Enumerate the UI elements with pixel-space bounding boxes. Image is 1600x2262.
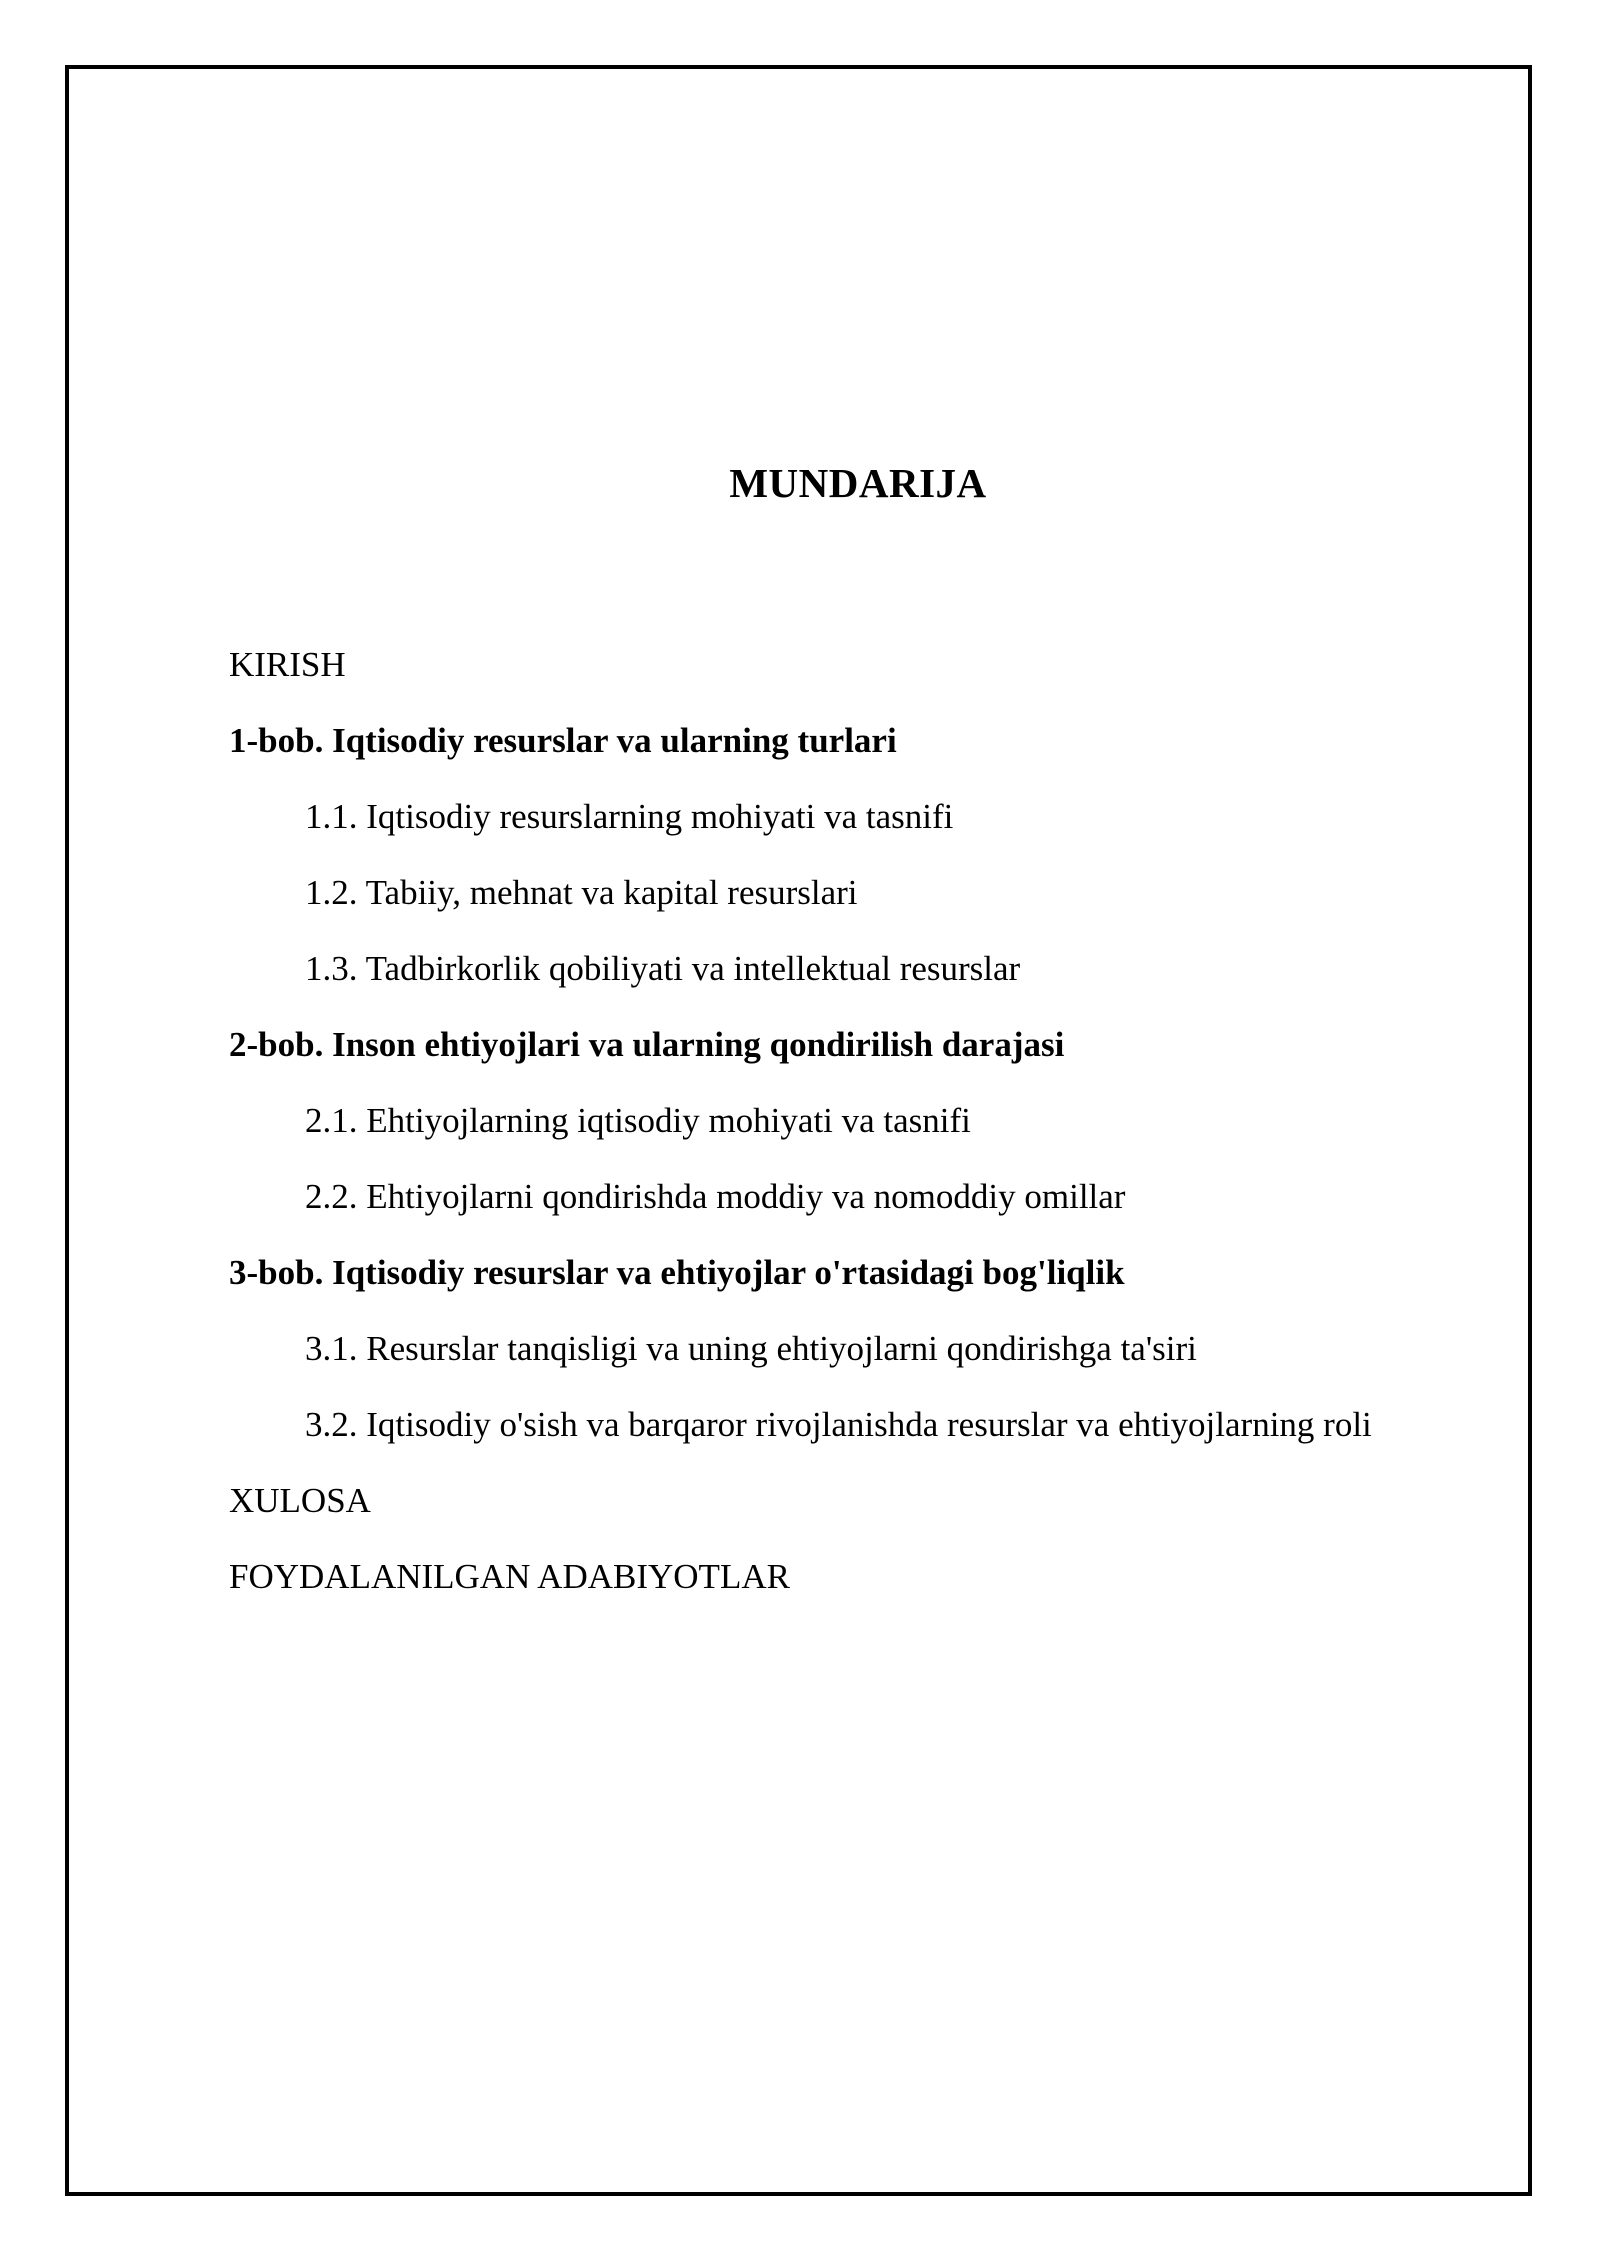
page-title: MUNDARIJA [729, 460, 987, 506]
toc-section-2-2: 2.2. Ehtiyojlarni qondirishda moddiy va nomoddiy omillar [305, 1177, 1126, 1216]
toc-entry-references: FOYDALANILGAN ADABIYOTLAR [229, 1557, 790, 1596]
toc-section-2-1: 2.1. Ehtiyojlarning iqtisodiy mohiyati va tasnifi [305, 1101, 971, 1140]
toc-section-3-2: 3.2. Iqtisodiy o'sish va barqaror rivojlanishda resurslar va ehtiyojlarning roli [305, 1405, 1372, 1444]
toc-chapter-3: 3-bob. Iqtisodiy resurslar va ehtiyojlar o'rtasidagi bog'liqlik [229, 1253, 1125, 1292]
toc-section-1-2: 1.2. Tabiiy, mehnat va kapital resurslari [305, 873, 858, 912]
toc-chapter-2: 2-bob. Inson ehtiyojlari va ularning qondirilish darajasi [229, 1025, 1065, 1064]
toc-section-3-1: 3.1. Resurslar tanqisligi va uning ehtiyojlarni qondirishga ta'siri [305, 1329, 1197, 1368]
toc-entry-kirish: KIRISH [229, 645, 346, 684]
toc-section-1-3: 1.3. Tadbirkorlik qobiliyati va intellektual resurslar [305, 949, 1021, 988]
toc-section-1-1: 1.1. Iqtisodiy resurslarning mohiyati va tasnifi [305, 797, 954, 836]
table-of-contents [229, 640, 1519, 1628]
toc-entry-xulosa: XULOSA [229, 1481, 371, 1520]
toc-chapter-1: 1-bob. Iqtisodiy resurslar va ularning turlari [229, 721, 897, 760]
